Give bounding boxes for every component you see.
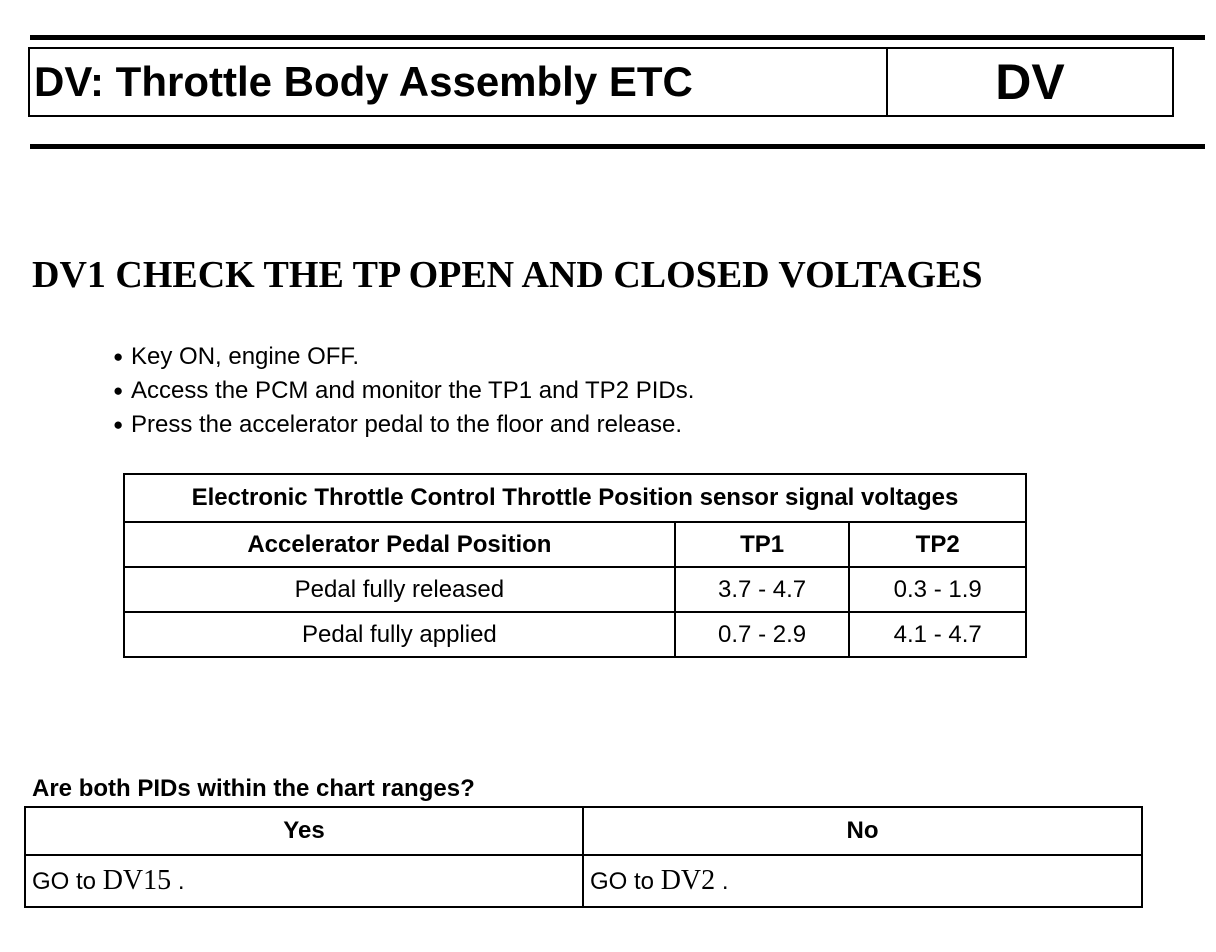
- instruction-item: [113, 374, 694, 408]
- instruction-item: [113, 408, 694, 442]
- instruction-text: Press the accelerator pedal to the floor and release.: [131, 411, 682, 438]
- table-row: [124, 567, 1026, 612]
- header-box: [28, 47, 1174, 117]
- column-header-pedal-position: Accelerator Pedal Position: [124, 522, 675, 567]
- bullet-icon: ●: [113, 347, 124, 366]
- no-action-cell: [583, 855, 1142, 907]
- page-title: DV: Throttle Body Assembly ETC: [30, 49, 888, 115]
- decision-question: Are both PIDs within the chart ranges?: [32, 775, 475, 802]
- tp2-cell: 0.3 - 1.9: [849, 567, 1026, 612]
- bullet-icon: ●: [113, 415, 124, 434]
- decision-header-row: [25, 807, 1142, 855]
- tp2-cell: 4.1 - 4.7: [849, 612, 1026, 657]
- yes-action-prefix: GO to: [32, 868, 97, 895]
- no-header: No: [583, 807, 1142, 855]
- table-header-row: [124, 522, 1026, 567]
- table-caption: Electronic Throttle Control Throttle Position sensor signal voltages: [124, 474, 1026, 522]
- decision-table: [24, 806, 1143, 908]
- column-header-tp1: TP1: [675, 522, 850, 567]
- link-dv2[interactable]: DV2: [660, 865, 716, 896]
- yes-action-suffix: .: [177, 868, 185, 895]
- voltage-table: [123, 473, 1027, 658]
- decision-row: [25, 855, 1142, 907]
- no-action-suffix: .: [721, 868, 729, 895]
- column-header-tp2: TP2: [849, 522, 1026, 567]
- instruction-item: [113, 340, 694, 374]
- section-code: DV: [995, 54, 1065, 110]
- yes-header: Yes: [25, 807, 583, 855]
- bottom-rule: [30, 144, 1205, 149]
- bullet-icon: ●: [113, 381, 124, 400]
- tp1-cell: 3.7 - 4.7: [675, 567, 850, 612]
- pedal-position-cell: Pedal fully released: [124, 567, 675, 612]
- step-title: DV1 CHECK THE TP OPEN AND CLOSED VOLTAGES: [32, 254, 983, 296]
- yes-action-cell: [25, 855, 583, 907]
- tp1-cell: 0.7 - 2.9: [675, 612, 850, 657]
- no-action-prefix: GO to: [590, 868, 655, 895]
- instruction-text: Access the PCM and monitor the TP1 and TP2 PIDs.: [131, 377, 695, 404]
- top-rule: [30, 35, 1205, 40]
- pedal-position-cell: Pedal fully applied: [124, 612, 675, 657]
- instruction-list: [113, 340, 694, 442]
- link-dv15[interactable]: DV15: [102, 865, 172, 896]
- table-row: [124, 612, 1026, 657]
- instruction-text: Key ON, engine OFF.: [131, 343, 360, 370]
